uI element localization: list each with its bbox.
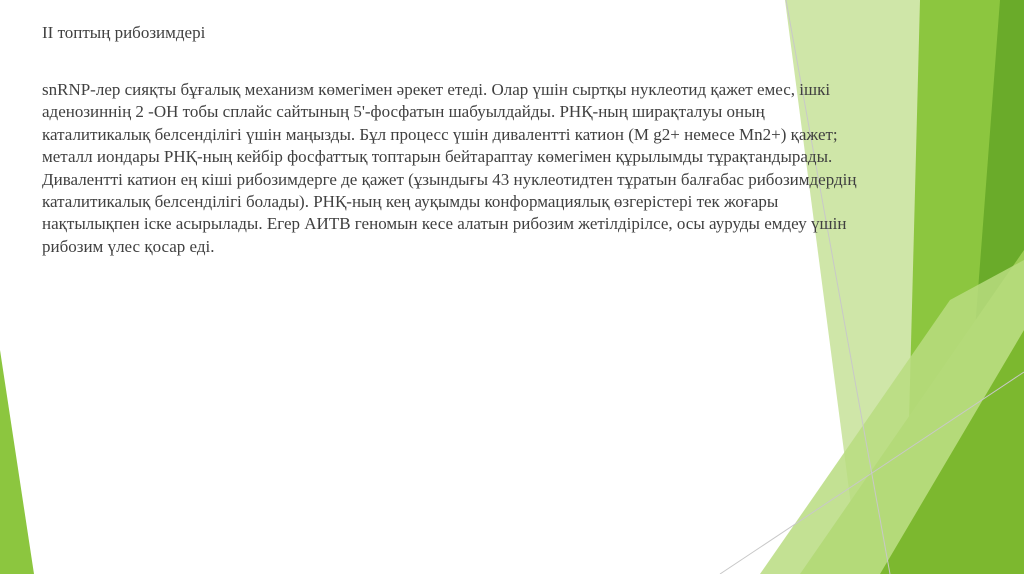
left-green-sliver xyxy=(0,350,34,574)
body-line: каталитикалық белсенділігі үшін маңызды. Бұл процесс үшін дивалентті катион (M g2+ немесе Mn2+) қажет; xyxy=(42,124,838,144)
body-line: snRNP-лер сияқты бұғалық механизм көмегімен әрекет етеді. Олар үшін сыртқы нуклеотид қажет емес, ішкі xyxy=(42,80,831,99)
body-line: Дивалентті катион ең кіші рибозимдерге де қажет (ұзындығы 43 нуклеотидтен тұратын балғабас рибозимдердің xyxy=(42,169,857,189)
body-line: металл иондары РНҚ-ның кейбір фосфаттық топтарын бейтараптау көмегімен құрылымды тұрақтандырады. xyxy=(42,147,833,167)
body-line: рибозим үлес қосар еді. xyxy=(42,236,215,256)
slide-title: II топтың рибозимдері xyxy=(42,23,206,42)
slide-body-text xyxy=(42,79,972,258)
body-line: нақтылықпен іске асырылады. Егер АИТВ геномын кесе алатын рибозим жетілдірілсе, осы ауруды емдеу үшін xyxy=(42,214,847,234)
body-line: каталитикалық белсенділігі болады). РНҚ-ның кең ауқымды конформациялық өзгерістері тек жоғары xyxy=(42,192,779,212)
body-line: аденозиннің 2 -OH тобы сплайс сайтының 5'-фосфатын шабуылдайды. РНҚ-ның ширақталуы оның xyxy=(42,102,765,122)
